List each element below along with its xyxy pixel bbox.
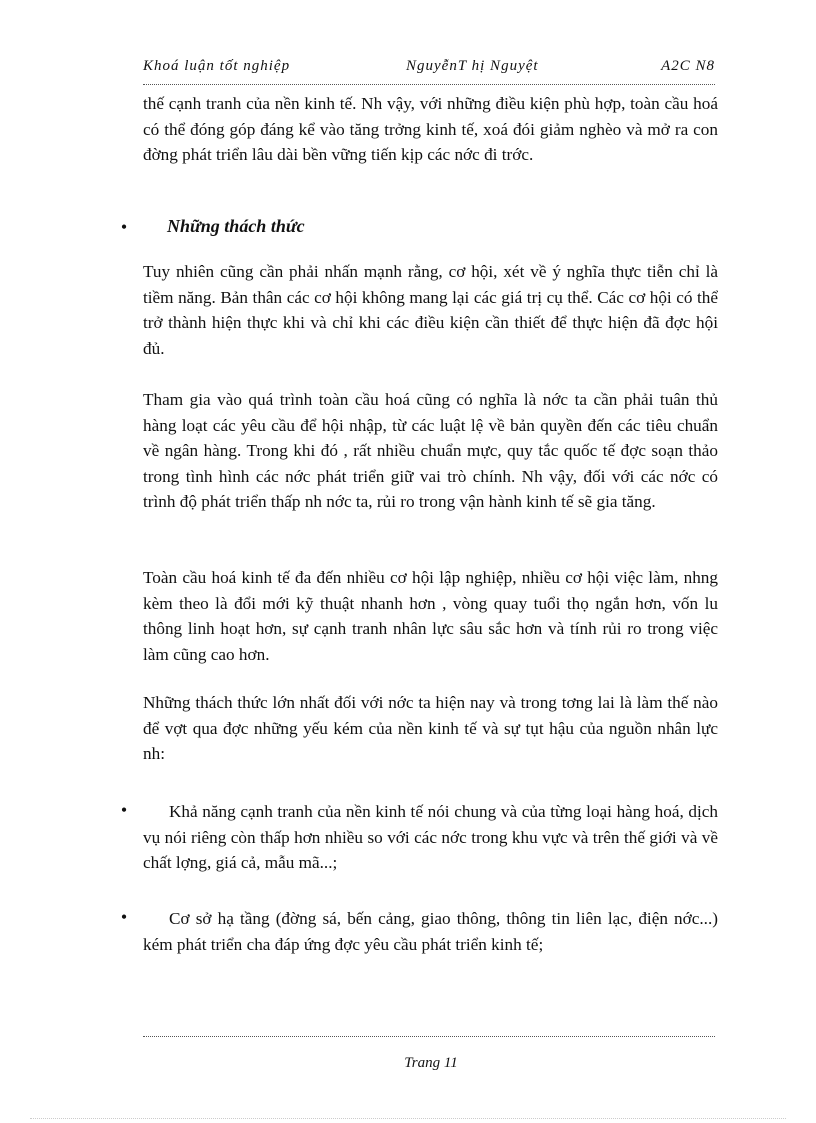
page-bottom-edge: [30, 1118, 786, 1119]
footer-dotted-rule: [143, 1036, 715, 1037]
header-author-name: NguyễnT hị Nguyệt: [406, 58, 539, 74]
header-thesis-title: Khoá luận tốt nghiệp: [143, 58, 291, 74]
paragraph-integration-requirements: Tham gia vào quá trình toàn cầu hoá cũng có nghĩa là nớc ta cần phải tuân thủ hàng loạt các yêu cầu để hội nhập, từ các luật lệ về bản quyền đến các tiêu chuẩn về ngân hàng. Trong khi đó , rất nhiều chuẩn mực, quy tắc quốc tế đợc soạn thảo trong tình hình các nớc phát triển giữ vai trò chính. Nh vậy, đối với các nớc có trình độ phát triển thấp nh nớc ta, rủi ro trong vận hành kinh tế sẽ gia tăng.: [143, 390, 718, 512]
bullet-dot-heading: •: [120, 217, 128, 237]
paragraph-continuation: thế cạnh tranh của nền kinh tế. Nh vậy, với những điều kiện phù hợp, toàn cầu hoá có thể đóng góp đáng kể vào tăng trởng kinh tế, xoá đói giảm nghèo và mở ra con đờng phát triển lâu dài bền vững tiến kịp các nớc đi trớc.: [143, 94, 718, 165]
page-number: Trang 11: [404, 1055, 458, 1071]
bullet-item-infrastructure: Cơ sở hạ tầng (đờng sá, bến cảng, giao thông, thông tin liên lạc, điện nớc...) kém phát triển cha đáp ứng đợc yêu cầu phát triển kinh tế;: [143, 909, 718, 954]
bullet-dot-competitiveness: •: [120, 800, 128, 820]
bullet-item-competitiveness: Khả năng cạnh tranh của nền kinh tế nói chung và của từng loại hàng hoá, dịch vụ nói riêng còn thấp hơn nhiều so với các nớc trong khu vực và trên thế giới và về chất lợng, giá cả, mẫu mã...;: [143, 802, 718, 873]
bullet-dot-infrastructure: •: [120, 907, 128, 927]
page-footer: [0, 1055, 816, 1072]
page-header: [143, 58, 715, 80]
section-heading: Những thách thức: [167, 216, 305, 236]
header-dotted-rule: [143, 84, 715, 85]
paragraph-employment-effects: Toàn cầu hoá kinh tế đa đến nhiều cơ hội lập nghiệp, nhiều cơ hội việc làm, nhng kèm theo là đổi mới kỹ thuật nhanh hơn , vòng quay tuổi thọ ngắn hơn, vốn lu thông linh hoạt hơn, sự cạnh tranh nhân lực sâu sắc hơn và tính rủi ro trong việc làm cũng cao hơn.: [143, 568, 718, 664]
header-class-code: A2C N8: [661, 58, 715, 74]
paragraph-opportunity-potential: Tuy nhiên cũng cần phải nhấn mạnh rằng, cơ hội, xét về ý nghĩa thực tiễn chỉ là tiềm năng. Bản thân các cơ hội không mang lại các giá trị cụ thể. Các cơ hội có thể trở thành hiện thực khi và chỉ khi các điều kiện cần thiết để thực hiện đã đợc hội đủ.: [143, 262, 718, 358]
paragraph-biggest-challenges: Những thách thức lớn nhất đối với nớc ta hiện nay và trong tơng lai là làm thế nào để vợt qua đợc những yếu kém của nền kinh tế và sự tụt hậu của nguồn nhân lực nh:: [143, 693, 718, 764]
